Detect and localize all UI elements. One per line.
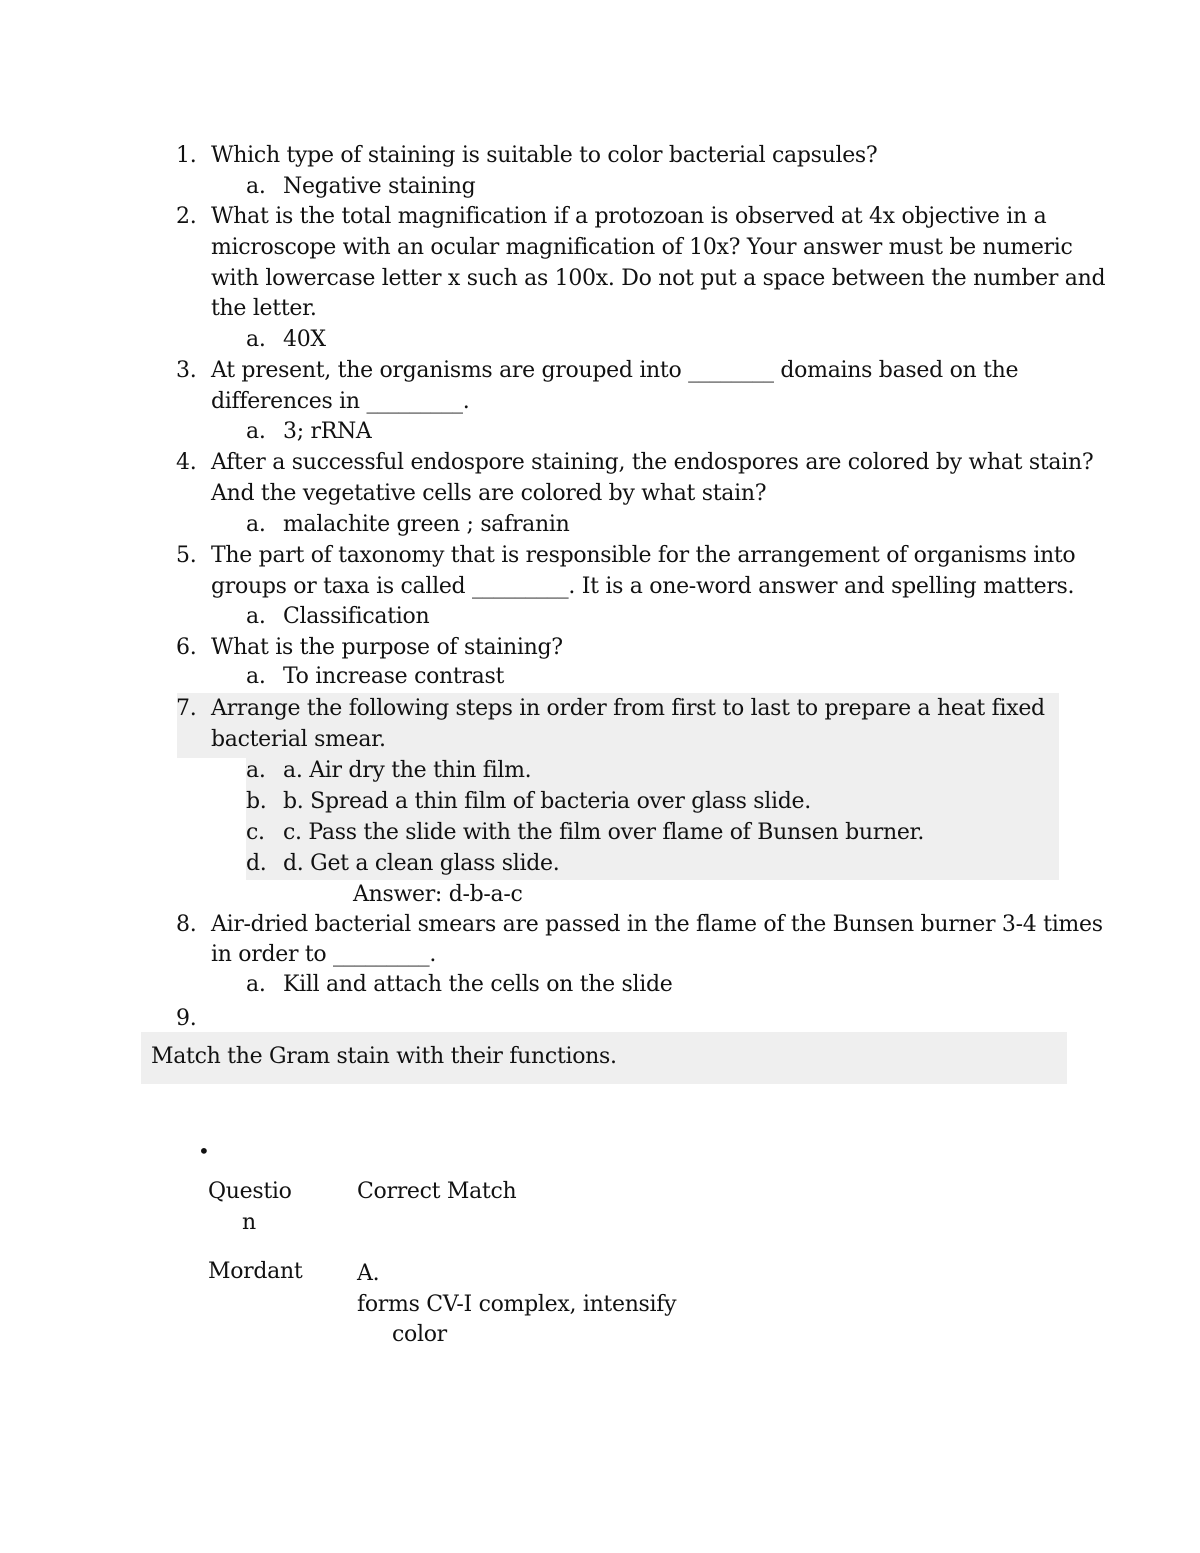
match-header-correct: Correct Match (357, 1179, 517, 1204)
match-prompt: Match the Gram stain with their functions. (151, 1044, 617, 1069)
q1-number: 1. (176, 143, 197, 168)
q8-text-line1: Air-dried bacterial smears are passed in the flame of the Bunsen burner 3-4 times (211, 912, 1103, 937)
q5-number: 5. (176, 543, 197, 568)
q4-number: 4. (176, 450, 197, 475)
q5-answer: Classification (283, 604, 430, 629)
match-row-question: Mordant (208, 1259, 303, 1284)
q4-text-line2: And the vegetative cells are colored by what stain? (211, 481, 767, 506)
q2-text-line3: with lowercase letter x such as 100x. Do not put a space between the number and (211, 266, 1106, 291)
q7-answer-d-letter: d. (246, 851, 267, 876)
q7-answer-b: b. Spread a thin film of bacteria over glass slide. (283, 789, 811, 814)
q6-text: What is the purpose of staining? (211, 635, 563, 660)
q7-answer-a-letter: a. (246, 758, 266, 783)
list-bullet: • (198, 1139, 210, 1163)
q1-answer-letter: a. (246, 174, 266, 199)
q3-number: 3. (176, 358, 197, 383)
match-header-question-line2: n (242, 1210, 256, 1235)
q2-number: 2. (176, 204, 197, 229)
q7-answer-d: d. Get a clean glass slide. (283, 851, 560, 876)
q7-answer-b-letter: b. (246, 789, 267, 814)
q7-answer-c: c. Pass the slide with the film over flame of Bunsen burner. (283, 820, 925, 845)
q7-text-line1: Arrange the following steps in order from first to last to prepare a heat fixed (211, 696, 1045, 721)
q9-number: 9. (176, 1006, 197, 1031)
q7-number: 7. (176, 696, 197, 721)
q2-answer-letter: a. (246, 327, 266, 352)
q3-text-line1: At present, the organisms are grouped into ________ domains based on the (211, 358, 1019, 383)
q3-answer-letter: a. (246, 419, 266, 444)
q7-answer-note: Answer: d-b-a-c (353, 882, 523, 907)
q4-answer-letter: a. (246, 512, 266, 537)
match-row-text-line2: color (392, 1322, 447, 1347)
q6-number: 6. (176, 635, 197, 660)
q5-answer-letter: a. (246, 604, 266, 629)
q2-text-line4: the letter. (211, 296, 317, 321)
q8-answer-letter: a. (246, 972, 266, 997)
q7-text-line2: bacterial smear. (211, 727, 386, 752)
q2-text-line2: microscope with an ocular magnification of 10x? Your answer must be numeric (211, 235, 1073, 260)
q6-answer: To increase contrast (283, 664, 505, 689)
q2-answer: 40X (283, 327, 326, 352)
q5-text-line1: The part of taxonomy that is responsible for the arrangement of organisms into (211, 543, 1076, 568)
q3-text-line2: differences in _________. (211, 389, 470, 414)
q7-answer-c-letter: c. (246, 820, 265, 845)
q5-text-line2: groups or taxa is called _________. It is a one-word answer and spelling matters. (211, 574, 1075, 599)
q1-answer: Negative staining (283, 174, 476, 199)
q8-answer: Kill and attach the cells on the slide (283, 972, 673, 997)
q4-answer: malachite green ; safranin (283, 512, 570, 537)
q6-answer-letter: a. (246, 664, 266, 689)
q2-text-line1: What is the total magnification if a protozoan is observed at 4x objective in a (211, 204, 1047, 229)
match-header-question-line1: Questio (208, 1179, 292, 1204)
q8-number: 8. (176, 912, 197, 937)
q8-text-line2: in order to _________. (211, 942, 437, 967)
q3-answer: 3; rRNA (283, 419, 372, 444)
match-row-letter: A. (357, 1261, 380, 1286)
match-row-text-line1: forms CV-I complex, intensify (357, 1292, 677, 1317)
q7-answer-a: a. Air dry the thin film. (283, 758, 532, 783)
q1-text: Which type of staining is suitable to color bacterial capsules? (211, 143, 878, 168)
q4-text-line1: After a successful endospore staining, the endospores are colored by what stain? (211, 450, 1094, 475)
